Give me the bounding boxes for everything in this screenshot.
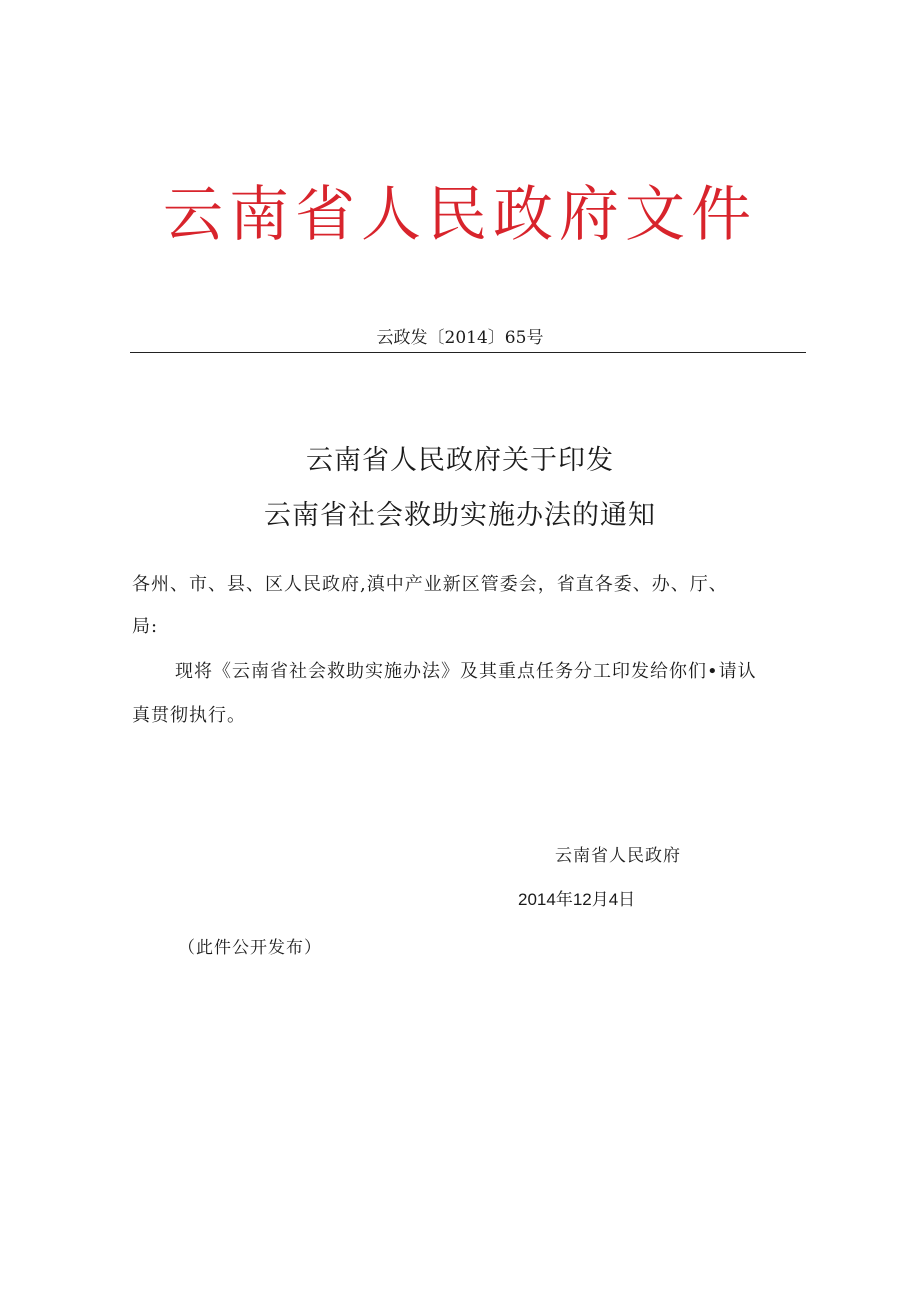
body-paragraph-line-2: 真贯彻执行。 — [132, 705, 246, 726]
document-number: 云政发〔2014〕65号 — [376, 328, 544, 348]
body-paragraph-line-1: 现将《云南省社会救助实施办法》及其重点任务分工印发给你们•请认 — [175, 661, 757, 682]
header-divider — [130, 352, 806, 353]
document-title-line-2: 云南省社会救助实施办法的通知 — [264, 500, 656, 531]
issuer-signature: 云南省人民政府 — [555, 846, 681, 866]
addressee-line-2: 局: — [132, 616, 159, 637]
masthead-title: 云南省人民政府文件 — [163, 180, 757, 250]
addressee-line-1: 各州、市、县、区人民政府,滇中产业新区管委会，省直各委、办、厅、 — [132, 574, 728, 595]
document-title-line-1: 云南省人民政府关于印发 — [306, 445, 614, 476]
disclosure-note: （此件公开发布） — [178, 938, 322, 958]
issue-date: 2014年12月4日 — [518, 890, 636, 909]
